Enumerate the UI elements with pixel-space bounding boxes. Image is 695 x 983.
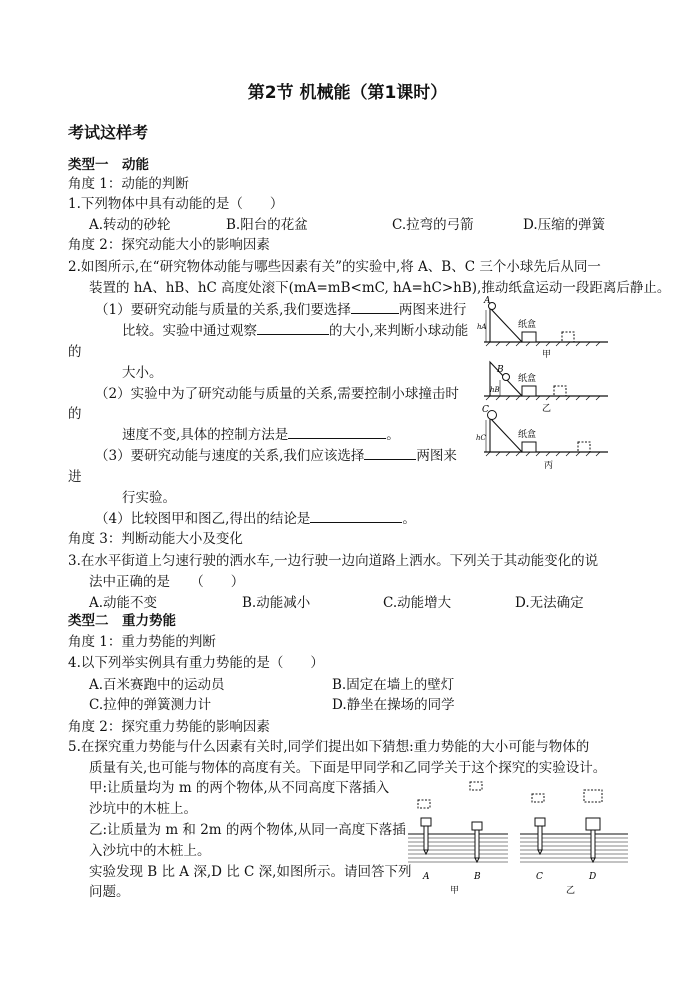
sand-panel-yi — [520, 790, 628, 896]
q2-sub3-wrap: 进 — [68, 469, 82, 485]
label-hc: hC — [476, 434, 486, 442]
angle2-heading: 角度 2：探究动能大小的影响因素 — [68, 237, 270, 253]
q2-sub3-text-a: （3）要研究动能与速度的关系,我们应该选择 — [95, 448, 365, 464]
paper-box — [522, 332, 536, 342]
label-ball-c: C — [482, 405, 489, 415]
q2-sub1-line1 — [95, 301, 466, 319]
label-fig2-yi: 乙 — [566, 886, 576, 896]
label-box-jia: 纸盒 — [518, 320, 537, 330]
q5-line7: 实验发现 B 比 A 深,D 比 C 深,如图所示。请回答下列 — [89, 864, 412, 880]
q3-option-b: B.动能减小 — [242, 595, 311, 611]
q2-line1: 2.如图所示,在“研究物体动能与哪些因素有关”的实验中,将 A、B、C 三个小球先后从同一 — [68, 259, 601, 275]
q2-sub2-wrap: 的 — [68, 406, 82, 422]
q4-option-c: C.拉伸的弹簧测力计 — [89, 697, 212, 713]
q5-line4: 沙坑中的木桩上。 — [89, 801, 197, 817]
stake-d — [586, 818, 600, 862]
type2-heading: 类型二 重力势能 — [68, 613, 176, 629]
q4-option-b: B.固定在墙上的壁灯 — [332, 677, 455, 693]
sand-pit-figure — [406, 778, 632, 900]
type1-heading: 类型一 动能 — [68, 157, 149, 173]
q5-line6: 入沙坑中的木桩上。 — [89, 843, 211, 859]
paper-box — [522, 442, 536, 452]
label-stake-d: D — [589, 872, 597, 882]
q4-option-d: D.静坐在操场的同学 — [332, 697, 455, 713]
label-stake-a: A — [423, 872, 430, 882]
label-fig2-jia: 甲 — [450, 886, 460, 896]
ramp-panel-yi — [484, 362, 608, 414]
q3-option-d: D.无法确定 — [515, 595, 584, 611]
q2-sub1-text-a: （1）要研究动能与质量的关系,我们要选择 — [95, 302, 351, 318]
q2-sub3-text-b: 两图来 — [416, 448, 457, 464]
q3-option-a: A.动能不变 — [89, 595, 158, 611]
q2-sub1-text-c: 比较。实验中通过观察 — [122, 323, 257, 339]
angle1-heading: 角度 1：动能的判断 — [68, 176, 189, 192]
paper-box — [522, 386, 536, 396]
q2-sub1-line3: 大小。 — [122, 365, 163, 381]
angle3-heading: 角度 3：判断动能大小及变化 — [68, 531, 243, 547]
q2-sub4-text-b: 。 — [402, 511, 416, 527]
page-title: 第2节 机械能（第1课时） — [247, 83, 448, 103]
q2-sub4-text-a: （4）比较图甲和图乙,得出的结论是 — [95, 511, 311, 527]
q1-option-a: A.转动的砂轮 — [89, 217, 171, 233]
label-box-bing: 纸盒 — [518, 430, 537, 440]
angle4-heading: 角度 1：重力势能的判断 — [68, 634, 216, 650]
q2-sub1-text-d: 的大小,来判断小球动能 — [329, 323, 469, 339]
ramp-panel-bing — [476, 405, 608, 471]
q4-stem: 4.以下列举实例具有重力势能的是（ ） — [68, 655, 324, 671]
label-yi: 乙 — [542, 404, 552, 414]
label-jia: 甲 — [542, 350, 552, 360]
answer-blank-2[interactable] — [257, 322, 329, 335]
stake-c — [535, 818, 545, 854]
answer-blank-1[interactable] — [351, 301, 399, 314]
ramp-experiment-figure — [470, 296, 610, 478]
q2-line2: 装置的 hA、hB、hC 高度处滚下(mA=mB<mC, hA=hC>hB),推动纸盒运动一段距离后静止。 — [89, 280, 671, 296]
q1-option-c: C.拉弯的弓箭 — [392, 217, 474, 233]
q5-line8: 问题。 — [89, 884, 130, 900]
sand-panel-jia — [408, 782, 508, 896]
section-heading: 考试这样考 — [68, 123, 149, 142]
q4-option-a: A.百米赛跑中的运动员 — [89, 677, 225, 693]
q1-option-b: B.阳台的花盆 — [226, 217, 308, 233]
angle5-heading: 角度 2：探究重力势能的影响因素 — [68, 719, 270, 735]
q2-sub2-line2 — [122, 426, 400, 444]
stake-a — [421, 818, 431, 854]
q1-option-d: D.压缩的弹簧 — [523, 217, 606, 233]
q5-line3: 甲:让质量均为 m 的两个物体,从不同高度下落插入 — [89, 780, 390, 796]
label-ball-b: B — [497, 365, 504, 375]
q3-line2: 法中正确的是 （ ） — [89, 574, 245, 590]
label-box-yi: 纸盒 — [518, 374, 537, 384]
q2-sub2-text-d: 。 — [386, 427, 400, 443]
q1-stem: 1.下列物体中具有动能的是（ ） — [68, 196, 284, 212]
q2-sub4-line — [95, 510, 416, 528]
label-bing: 丙 — [544, 461, 554, 471]
q3-line1: 3.在水平街道上匀速行驶的洒水车,一边行驶一边向道路上洒水。下列关于其动能变化的说 — [68, 553, 599, 569]
q2-sub1-text-b: 两图来进行 — [398, 302, 467, 318]
q3-option-c: C.动能增大 — [383, 595, 452, 611]
q2-sub3-line1 — [95, 447, 457, 465]
ramp-panel-jia — [477, 296, 608, 360]
answer-blank-5[interactable] — [310, 510, 402, 523]
q2-sub1-wrap: 的 — [68, 344, 82, 360]
answer-blank-4[interactable] — [364, 447, 416, 460]
label-stake-b: B — [474, 872, 481, 882]
q5-line1: 5.在探究重力势能与什么因素有关时,同学们提出如下猜想:重力势能的大小可能与物体的 — [68, 739, 590, 755]
q2-sub2-line1: （2）实验中为了研究动能与质量的关系,需要控制小球撞击时 — [95, 386, 459, 402]
q2-sub1-line2 — [122, 322, 468, 340]
label-stake-c: C — [536, 872, 543, 882]
q5-line2: 质量有关,也可能与物体的高度有关。下面是甲同学和乙同学关于这个探究的实验设计。 — [89, 760, 607, 776]
label-ha: hA — [477, 323, 487, 331]
q2-sub3-line2: 行实验。 — [122, 490, 176, 506]
q2-sub2-text-c: 速度不变,具体的控制方法是 — [122, 427, 289, 443]
label-hb: hB — [490, 386, 500, 394]
label-ball-a: A — [484, 296, 491, 306]
answer-blank-3[interactable] — [288, 426, 386, 439]
q5-line5: 乙:让质量为 m 和 2m 的两个物体,从同一高度下落插 — [89, 822, 406, 838]
